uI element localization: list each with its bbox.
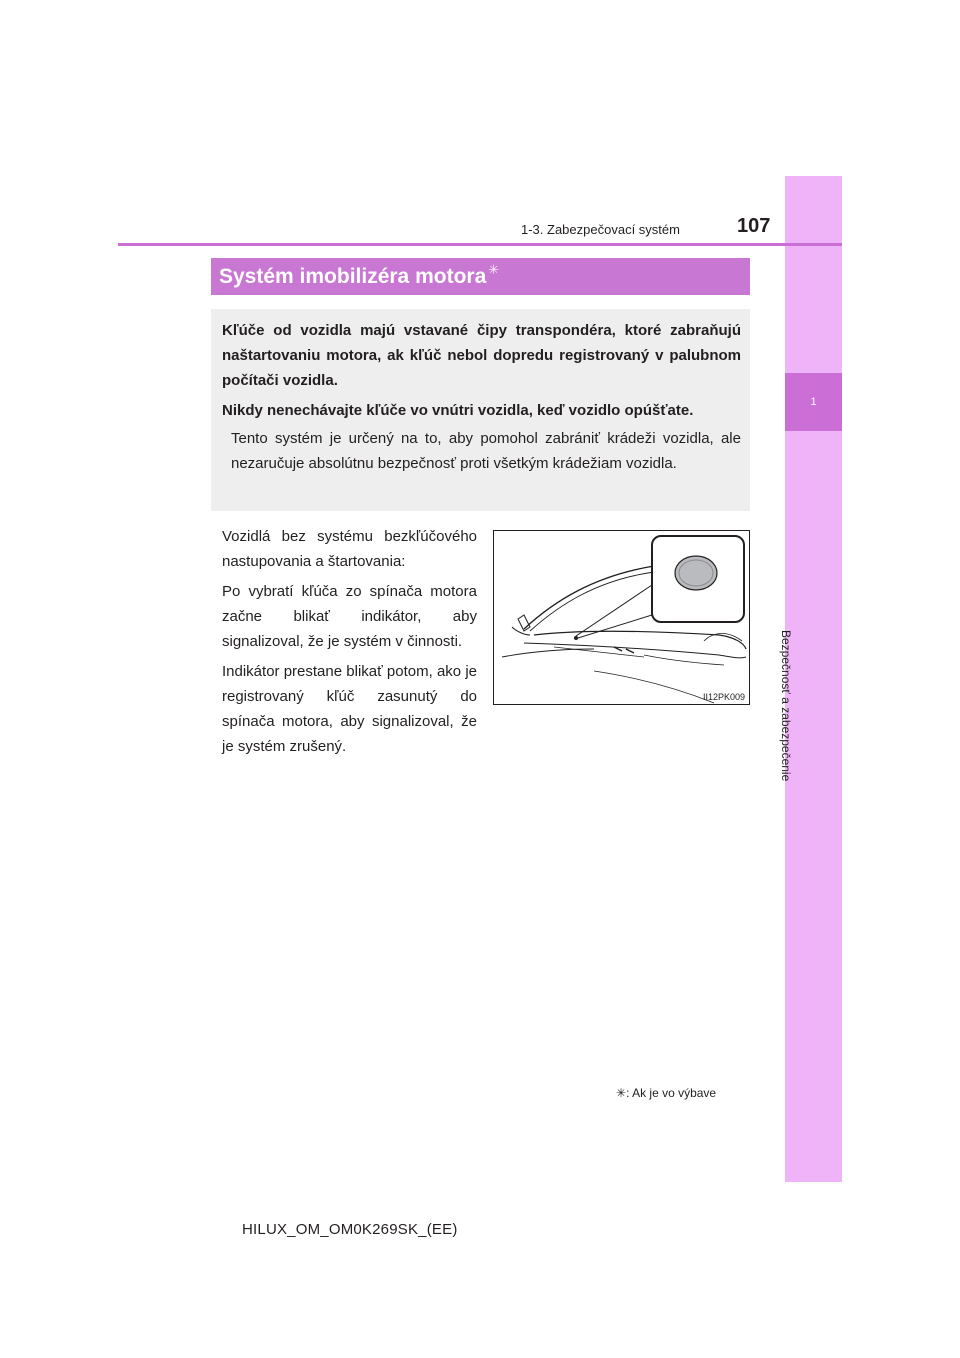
header-divider xyxy=(118,243,842,246)
figure-code: II12PK009 xyxy=(702,692,745,702)
body-paragraph: Po vybratí kľúča zo spínača motora začne blikať indikátor, aby signalizoval, že je systém v činnosti. xyxy=(222,583,477,650)
section-reference: 1-3. Zabezpečovací systém xyxy=(521,222,680,237)
chapter-title: Bezpečnosť a zabezpečenie xyxy=(779,630,793,782)
chapter-side-tab xyxy=(785,176,842,1182)
body-paragraph: Vozidlá bez systému bezkľúčového nastupovania a štartovania: xyxy=(222,528,477,570)
footnote-text: : Ak je vo výbave xyxy=(626,1086,717,1100)
optional-equipment-marker: ✳ xyxy=(488,262,500,277)
footnote-marker: ✳ xyxy=(616,1086,627,1100)
intro-paragraph: Kľúče od vozidla majú vstavané čipy transpondéra, ktoré zabraňujú naštartovaniu motora, ak kľúč nebol dopredu registrovaný v palubnom počítači vozidla. xyxy=(222,322,741,389)
chapter-number: 1 xyxy=(810,396,817,408)
indicator-illustration xyxy=(493,530,750,705)
intro-note: Tento systém je určený na to, aby pomohol zabrániť krádeži vozidla, ale nezaručuje absolútnu bezpečnosť proti všetkým krádežiam vozidla. xyxy=(231,430,741,472)
dashboard-drawing xyxy=(494,531,749,704)
section-title-bar xyxy=(211,258,750,295)
intro-box xyxy=(211,309,750,511)
intro-warning: Nikdy nenechávajte kľúče vo vnútri vozidla, keď vozidlo opúšťate. xyxy=(222,402,694,419)
body-text xyxy=(222,524,477,764)
section-title: Systém imobilizéra motora xyxy=(219,264,487,288)
body-paragraph: Indikátor prestane blikať potom, ako je registrovaný kľúč zasunutý do spínača motora, aby signalizoval, že je systém zrušený. xyxy=(222,663,477,755)
footnote xyxy=(616,1086,716,1100)
chapter-number-tab xyxy=(785,373,842,431)
document-code: HILUX_OM_OM0K269SK_(EE) xyxy=(242,1221,458,1238)
page-number: 107 xyxy=(737,215,771,237)
